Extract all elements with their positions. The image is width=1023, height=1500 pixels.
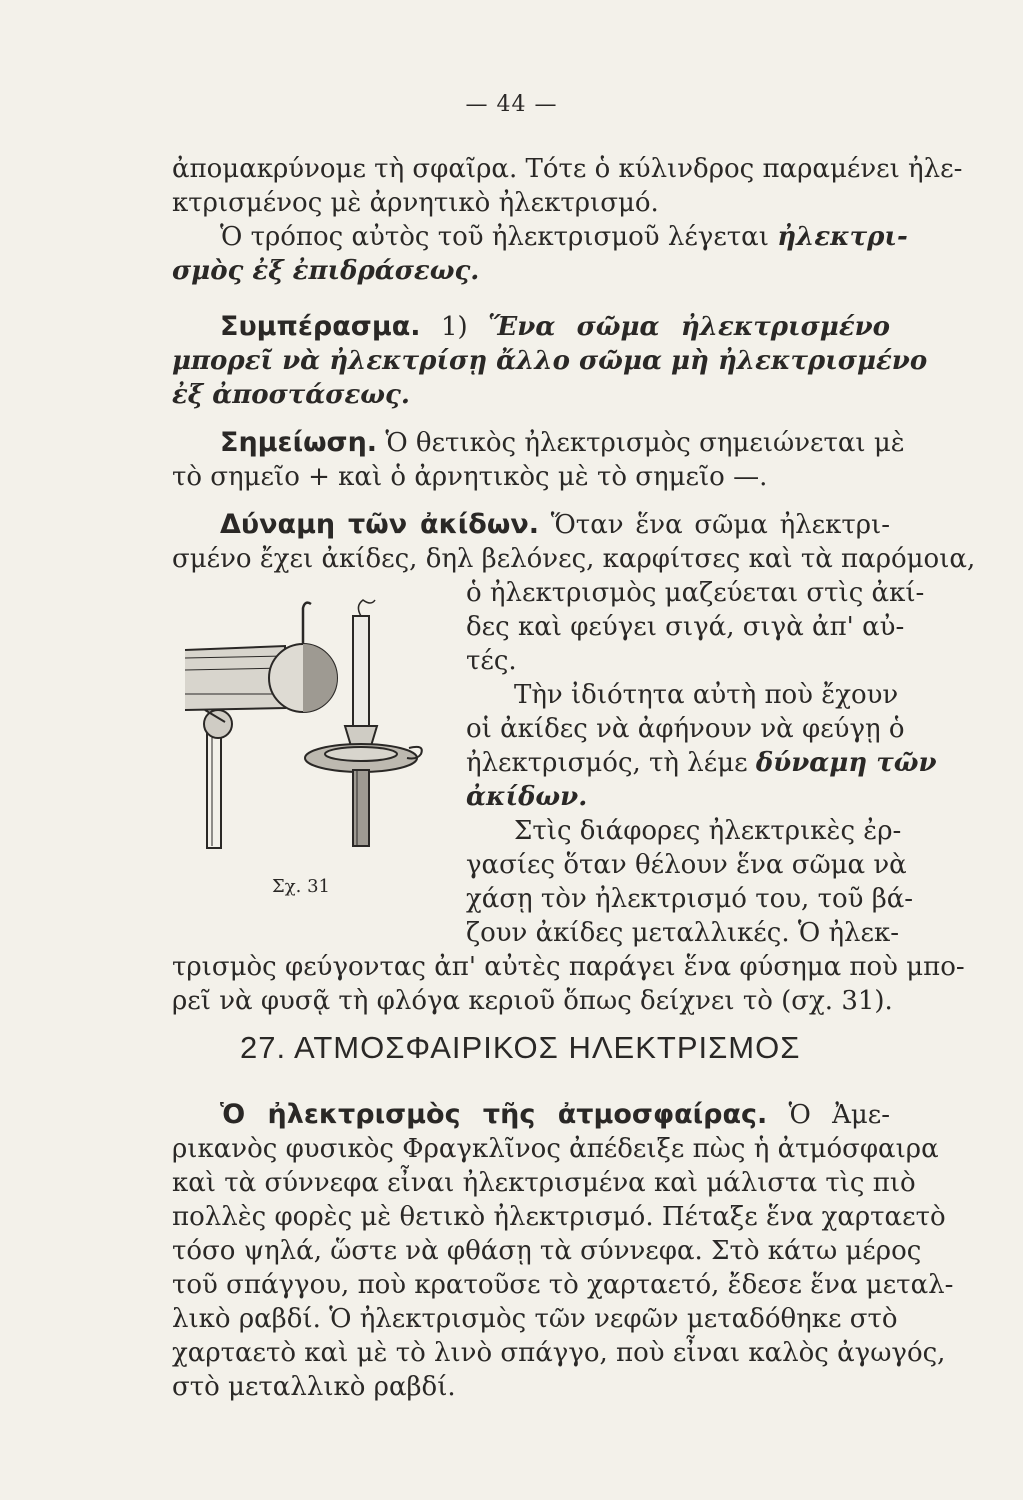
- emphasis-text: σμὸς ἐξ ἐπιδράσεως.: [172, 256, 480, 286]
- stand-post: [207, 730, 221, 848]
- metal-point: [303, 603, 311, 644]
- figure-31-illustration: [185, 598, 455, 868]
- text-line: τὸ σημεῖο + καὶ ὁ ἀρνητικὸς μὲ τὸ σημεῖο —.: [172, 462, 768, 492]
- text-line: ὁ ἠλεκτρισμὸς μαζεύεται στὶς ἀκί-: [466, 578, 925, 608]
- text-line: σμένο ἔχει ἀκίδες, δηλ βελόνες, καρφίτσες καὶ τὰ παρόμοια,: [172, 544, 976, 574]
- text-line: οἱ ἀκίδες νὰ ἀφήνουν νὰ φεύγῃ ὁ: [466, 714, 905, 744]
- text-span: Ὅταν ἕνα σῶμα ἠλεκτρι-: [550, 510, 891, 540]
- emphasis-text: ἠλεκτρι-: [777, 222, 908, 252]
- text-line: ρικανὸς φυσικὸς Φραγκλῖνος ἀπέδειξε πὼς ἡ ἀτμόσφαιρα: [172, 1134, 939, 1164]
- text-line: τρισμὸς φεύγοντας ἀπ' αὐτὲς παράγει ἕνα φύσημα ποὺ μπο-: [172, 952, 965, 982]
- text-line: [172, 254, 890, 288]
- text-span: Ὁ θετικὸς ἠλεκτρισμὸς σημειώνεται μὲ: [385, 428, 905, 458]
- text-line: τόσο ψηλά, ὥστε νὰ φθάσῃ τὰ σύννεφα. Στὸ κάτω μέρος: [172, 1236, 922, 1266]
- text-line: [172, 378, 890, 412]
- text-line: λικὸ ραβδί. Ὁ ἠλεκτρισμὸς τῶν νεφῶν μεταδόθηκε στὸ: [172, 1304, 898, 1334]
- text-line: καὶ τὰ σύννεφα εἶναι ἠλεκτρισμένα καὶ μάλιστα τὶς πιὸ: [172, 1168, 916, 1198]
- points-heading: Δύναμη τῶν ἀκίδων.: [220, 509, 539, 540]
- emphasis-text: ἀκίδων.: [466, 782, 588, 812]
- emphasis-text: δύναμη τῶν: [755, 748, 937, 778]
- conclusion-line: [172, 310, 890, 344]
- conclusion-heading: Συμπέρασμα.: [220, 311, 421, 342]
- text-line: γασίες ὅταν θέλουν ἕνα σῶμα νὰ: [466, 850, 907, 880]
- atmos-line: [172, 1098, 890, 1132]
- text-line: [466, 746, 937, 780]
- text-span: Ὁ τρόπος αὐτὸς τοῦ ἠλεκτρισμοῦ λέγεται: [220, 222, 769, 252]
- text-line: ζουν ἀκίδες μεταλλικές. Ὁ ἠλεκ-: [466, 918, 900, 948]
- text-span: 1): [441, 312, 468, 342]
- text-line: στὸ μεταλλικὸ ραβδί.: [172, 1372, 456, 1402]
- text-line: Τὴν ἰδιότητα αὐτὴ ποὺ ἔχουν: [514, 680, 899, 710]
- note-heading: Σημείωση.: [220, 427, 378, 458]
- text-line: ἀπομακρύνομε τὴ σφαῖρα. Τότε ὁ κύλινδρος παραμένει ἠλε-: [172, 154, 963, 184]
- atmos-heading: Ὁ ἠλεκτρισμὸς τῆς ἀτμοσφαίρας.: [220, 1099, 768, 1130]
- text-line: [466, 780, 890, 814]
- page-number: — 44 —: [465, 92, 558, 117]
- emphasis-text: ἐξ ἀποστάσεως.: [172, 380, 410, 410]
- text-line: χαρταετὸ καὶ μὲ τὸ λινὸ σπάγγο, ποὺ εἶναι καλὸς ἀγωγός,: [172, 1338, 946, 1368]
- text-span: Ὁ Ἀμε-: [788, 1100, 890, 1130]
- section-title: 27. ΑΤΜΟΣΦΑΙΡΙΚΟΣ ΗΛΕΚΤΡΙΣΜΟΣ: [240, 1030, 801, 1065]
- text-line: ρεῖ νὰ φυσᾷ τὴ φλόγα κεριοῦ ὅπως δείχνει τὸ (σχ. 31).: [172, 986, 893, 1016]
- stand-knob: [204, 710, 232, 738]
- text-line: [172, 220, 908, 254]
- candle-post: [353, 770, 369, 846]
- candle-flame: [358, 600, 375, 616]
- text-line: κτρισμένος μὲ ἀρνητικὸ ἠλεκτρισμό.: [172, 188, 659, 218]
- text-span: ἠλεκτρισμός, τὴ λέμε: [466, 748, 748, 778]
- emphasis-text: Ἕνα σῶμα ἠλεκτρισμένο: [488, 312, 891, 342]
- text-line: τοῦ σπάγγου, ποὺ κρατοῦσε τὸ χαρταετό, ἔδεσε ἕνα μεταλ-: [172, 1270, 954, 1300]
- candle: [353, 616, 369, 726]
- text-line: χάσῃ τὸν ἠλεκτρισμό του, τοῦ βά-: [466, 884, 914, 914]
- note-line: [172, 426, 905, 460]
- text-line: Στὶς διάφορες ἠλεκτρικὲς ἐρ-: [514, 816, 902, 846]
- points-line: [172, 508, 890, 542]
- text-line: πολλὲς φορὲς μὲ θετικὸ ἠλεκτρισμό. Πέταξε ἕνα χαρταετὸ: [172, 1202, 946, 1232]
- text-line: τές.: [466, 646, 517, 676]
- figure-caption: Σχ. 31: [272, 876, 330, 897]
- text-line: [172, 344, 928, 378]
- emphasis-text: μπορεῖ νὰ ἠλεκτρίσῃ ἄλλο σῶμα μὴ ἠλεκτρισμένο: [172, 346, 928, 376]
- text-line: δες καὶ φεύγει σιγά, σιγὰ ἀπ' αὐ-: [466, 612, 905, 642]
